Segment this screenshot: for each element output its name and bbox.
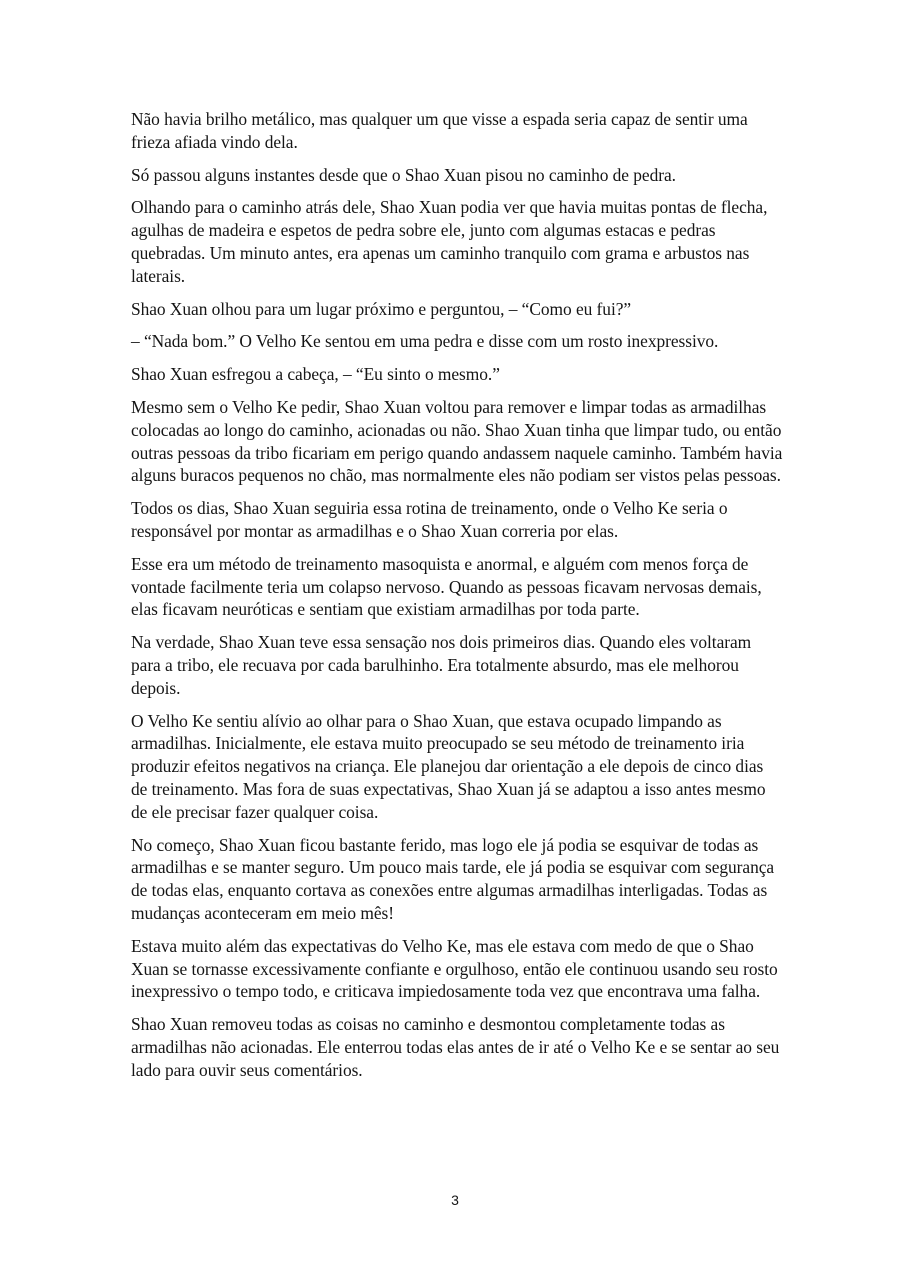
paragraph: Shao Xuan esfregou a cabeça, – “Eu sinto o mesmo.” xyxy=(131,364,500,385)
paragraph: Não havia brilho metálico, mas qualquer um que visse a espada seria capaz de sentir uma frieza afiada vindo dela. xyxy=(131,109,748,152)
paragraph: Olhando para o caminho atrás dele, Shao Xuan podia ver que havia muitas pontas de flecha, agulhas de madeira e espetos de pedra sobre ele, junto com algumas estacas e pedras quebradas. Um minuto antes, era apenas um caminho tranquilo com grama e arbustos nas laterais. xyxy=(131,197,768,286)
paragraph: Só passou alguns instantes desde que o Shao Xuan pisou no caminho de pedra. xyxy=(131,164,676,185)
paragraph: Na verdade, Shao Xuan teve essa sensação nos dois primeiros dias. Quando eles voltaram para a tribo, ele recuava por cada barulhinho. Era totalmente absurdo, mas ele melhorou depois. xyxy=(131,632,752,698)
paragraph: O Velho Ke sentiu alívio ao olhar para o Shao Xuan, que estava ocupado limpando as armadilhas. Inicialmente, ele estava muito preocupado se seu método de treinamento iria produzir efeitos negativos na criança. Ele planejou dar orientação a ele depois de cinco dias de treinamento. Mas fora de suas expectativas, Shao Xuan já se adaptou a isso antes mesmo de ele precisar fazer qualquer coisa. xyxy=(131,710,766,822)
paragraph: Estava muito além das expectativas do Velho Ke, mas ele estava com medo de que o Shao Xuan se tornasse excessivamente confiante e orgulhoso, então ele continuou usando seu rosto inexpressivo o tempo todo, e criticava impiedosamente toda vez que encontrava uma falha. xyxy=(131,935,778,1002)
paragraph: No começo, Shao Xuan ficou bastante ferido, mas logo ele já podia se esquivar de todas as armadilhas e se manter seguro. Um pouco mais tarde, ele já podia se esquivar com segurança de todas elas, enquanto cortava as conexões entre algumas armadilhas interligadas. Todas as mudanças aconteceram em meio mês! xyxy=(131,834,775,923)
page-number: 3 xyxy=(451,1192,459,1208)
paragraph: Todos os dias, Shao Xuan seguiria essa rotina de treinamento, onde o Velho Ke seria o responsável por montar as armadilhas e o Shao Xuan correria por elas. xyxy=(131,498,728,541)
page-body xyxy=(131,108,783,1091)
paragraph: – “Nada bom.” O Velho Ke sentou em uma pedra e disse com um rosto inexpressivo. xyxy=(131,331,719,352)
paragraph: Esse era um método de treinamento masoquista e anormal, e alguém com menos força de vontade facilmente teria um colapso nervoso. Quando as pessoas ficavam nervosas demais, elas ficavam neuróticas e sentiam que existiam armadilhas por toda parte. xyxy=(131,553,762,620)
paragraph: Mesmo sem o Velho Ke pedir, Shao Xuan voltou para remover e limpar todas as armadilhas colocadas ao longo do caminho, acionadas ou não. Shao Xuan tinha que limpar tudo, ou então outras pessoas da tribo ficariam em perigo quando andassem naquele caminho. Também havia alguns buracos pequenos no chão, mas normalmente eles não podiam ser vistos pelas pessoas. xyxy=(131,396,783,486)
paragraph: Shao Xuan olhou para um lugar próximo e perguntou, – “Como eu fui?” xyxy=(131,298,632,319)
paragraph: Shao Xuan removeu todas as coisas no caminho e desmontou completamente todas as armadilhas não acionadas. Ele enterrou todas elas antes de ir até o Velho Ke e se sentar ao seu lado para ouvir seus comentários. xyxy=(131,1014,780,1080)
